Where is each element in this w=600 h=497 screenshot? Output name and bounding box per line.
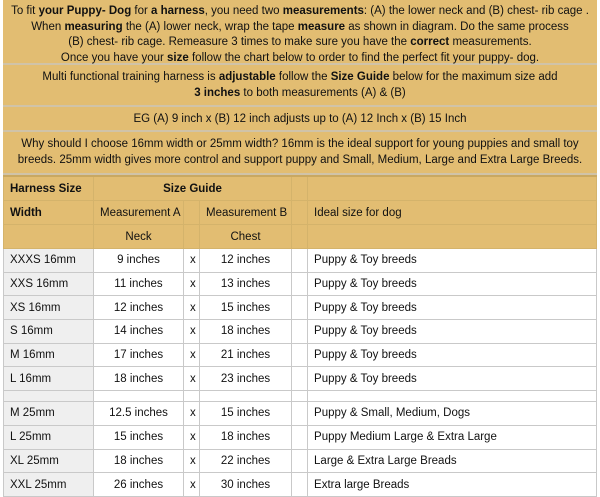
spacer-cell	[292, 473, 308, 497]
header-row-2	[4, 201, 597, 225]
size-cell: S 16mm	[4, 320, 94, 344]
times-cell: x	[184, 343, 200, 367]
table-row	[4, 473, 597, 497]
adjustable-note: Multi functional training harness is adjustable follow the Size Guide below for the maximum size add 3 inches to both measurements (A) & (B)	[3, 65, 597, 107]
size-chart-table	[3, 175, 597, 497]
spacer-cell	[292, 249, 308, 273]
spacer-cell	[292, 449, 308, 473]
times-cell: x	[184, 320, 200, 344]
fit-instructions: To fit your Puppy- Dog for a harness, you need two measurements: (A) the lower neck and (B) chest- rib cage . When measuring the (A) lower neck, wrap the tape measure as shown in diagram. Do the same process (B) chest- rib cage. Remeasure 3 times to make sure you have the correct measurements. Once you have your size follow the chart below to order to find the perfect fit your puppy- dog.	[3, 0, 597, 65]
measurement-a-cell: 14 inches	[94, 320, 184, 344]
ideal-size-cell: Puppy & Toy breeds	[308, 296, 597, 320]
times-cell: x	[184, 449, 200, 473]
measurement-b-cell: 13 inches	[200, 272, 292, 296]
measurement-b-header: Measurement B	[200, 201, 292, 225]
ideal-size-cell: Puppy Medium Large & Extra Large	[308, 425, 597, 449]
table-row	[4, 449, 597, 473]
spacer-cell	[292, 296, 308, 320]
table-row	[4, 343, 597, 367]
measurement-a-cell: 18 inches	[94, 449, 184, 473]
size-cell: XL 25mm	[4, 449, 94, 473]
size-cell: L 16mm	[4, 367, 94, 391]
ideal-size-cell: Large & Extra Large Breads	[308, 449, 597, 473]
ideal-size-cell: Extra large Breads	[308, 473, 597, 497]
times-cell: x	[184, 402, 200, 426]
size-guide-document	[3, 0, 597, 497]
times-cell: x	[184, 425, 200, 449]
times-cell: x	[184, 249, 200, 273]
spacer-cell	[292, 320, 308, 344]
measurement-a-cell: 12 inches	[94, 296, 184, 320]
measurement-b-cell: 23 inches	[200, 367, 292, 391]
ideal-size-cell: Puppy & Toy breeds	[308, 343, 597, 367]
size-cell: L 25mm	[4, 425, 94, 449]
ideal-size-header: Ideal size for dog	[308, 201, 597, 225]
spacer-cell	[292, 402, 308, 426]
width-header: Width	[4, 201, 94, 225]
ideal-size-cell: Puppy & Toy breeds	[308, 272, 597, 296]
table-row	[4, 367, 597, 391]
measurement-b-cell: 15 inches	[200, 402, 292, 426]
ideal-size-cell: Puppy & Toy breeds	[308, 249, 597, 273]
measurement-b-cell: 18 inches	[200, 425, 292, 449]
table-row	[4, 425, 597, 449]
measurement-b-cell: 22 inches	[200, 449, 292, 473]
measurement-b-cell: 18 inches	[200, 320, 292, 344]
table-row	[4, 249, 597, 273]
ideal-size-cell: Puppy & Toy breeds	[308, 320, 597, 344]
size-cell: XXL 25mm	[4, 473, 94, 497]
measurement-a-cell: 18 inches	[94, 367, 184, 391]
measurement-a-header: Measurement A	[94, 201, 184, 225]
times-cell: x	[184, 367, 200, 391]
times-cell: x	[184, 473, 200, 497]
spacer-row	[4, 391, 597, 402]
table-row	[4, 296, 597, 320]
measurement-a-cell: 12.5 inches	[94, 402, 184, 426]
table-row	[4, 402, 597, 426]
header-row-1	[4, 176, 597, 201]
measurement-b-cell: 12 inches	[200, 249, 292, 273]
table-row	[4, 272, 597, 296]
size-cell: XXS 16mm	[4, 272, 94, 296]
measurement-a-cell: 26 inches	[94, 473, 184, 497]
measurement-a-cell: 9 inches	[94, 249, 184, 273]
ideal-size-cell: Puppy & Small, Medium, Dogs	[308, 402, 597, 426]
size-cell: XXXS 16mm	[4, 249, 94, 273]
spacer-cell	[292, 272, 308, 296]
example-note: EG (A) 9 inch x (B) 12 inch adjusts up to (A) 12 Inch x (B) 15 Inch	[3, 107, 597, 132]
width-explanation: Why should I choose 16mm width or 25mm width? 16mm is the ideal support for young puppies and small toy breeds. 25mm width gives more control and support puppy and Small, Medium, Large and Extra Large Breeds.	[3, 132, 597, 175]
neck-header: Neck	[94, 225, 184, 249]
measurement-b-cell: 21 inches	[200, 343, 292, 367]
size-cell: XS 16mm	[4, 296, 94, 320]
table-row	[4, 320, 597, 344]
spacer-cell	[292, 425, 308, 449]
chest-header: Chest	[200, 225, 292, 249]
times-cell: x	[184, 272, 200, 296]
measurement-b-cell: 30 inches	[200, 473, 292, 497]
times-cell: x	[184, 296, 200, 320]
header-row-3	[4, 225, 597, 249]
size-cell: M 25mm	[4, 402, 94, 426]
measurement-a-cell: 15 inches	[94, 425, 184, 449]
size-cell: M 16mm	[4, 343, 94, 367]
spacer-cell	[292, 367, 308, 391]
measurement-a-cell: 11 inches	[94, 272, 184, 296]
measurement-a-cell: 17 inches	[94, 343, 184, 367]
size-guide-header: Size Guide	[94, 176, 292, 201]
spacer-cell	[292, 343, 308, 367]
ideal-size-cell: Puppy & Toy breeds	[308, 367, 597, 391]
measurement-b-cell: 15 inches	[200, 296, 292, 320]
harness-size-header: Harness Size	[4, 176, 94, 201]
